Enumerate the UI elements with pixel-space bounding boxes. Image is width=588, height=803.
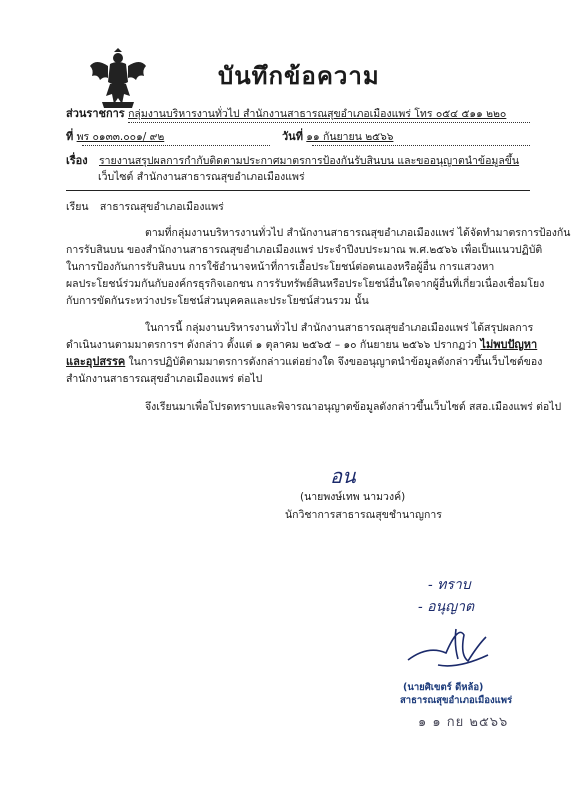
reference-number: พร ๐๑๓๓.๐๐๑/ ๙๒ [76,131,165,143]
signature-scribble: อน [330,464,356,488]
paragraph-2-line: ในการนี้ กลุ่มงานบริหารงานทั่วไป สำนักงานสาธารณสุขอำเภอเมืองแพร่ ได้สรุปผลการ [145,322,534,334]
department-label: ส่วนราชการ [66,107,125,120]
paragraph-2-text: ดำเนินงานตามมาตรการฯ ดังกล่าว ตั้งแต่ ๑ ตุลาคม ๒๕๖๕ – ๑๐ กันยายน ๒๕๖๖ ปรากฏว่า [66,339,481,351]
paragraph-1-line: การรับสินบน ของสำนักงานสาธารณสุขอำเภอเมืองแพร่ ประจำปีงบประมาณ พ.ศ.๒๕๖๖ เพื่อเป็นแนวปฏิบัติ [66,244,543,256]
paragraph-1-line: ในการป้องกันการรับสินบน การใช้อำนาจหน้าที่การเอื้อประโยชน์ต่อตนเองหรือผู้อื่น การแสวงหา [66,261,495,273]
date-dotted-line [312,145,530,146]
date-value: ๑๑ กันยายน ๒๕๖๖ [306,131,394,143]
header-divider [66,190,530,191]
no-problem-emphasis: ไม่พบปัญหา [480,338,538,351]
to-value: สาธารณสุขอำเภอเมืองแพร่ [99,201,224,213]
paragraph-2-line [66,338,537,352]
signer-name: (นายพงษ์เทพ นามวงค์) [300,491,406,503]
handwritten-note-approve: - อนุญาต [418,599,475,615]
paragraph-2-line: สำนักงานสาธารณสุขอำเภอเมืองแพร่ ต่อไป [66,373,263,385]
reference-dotted-line [82,145,270,146]
paragraph-1-line: กับการขัดกันระหว่างประโยชน์ส่วนบุคคลและประโยชน์ส่วนรวม นั้น [66,295,369,307]
handwritten-note-acknowledge: - ทราบ [428,577,471,593]
obstacles-emphasis: และอุปสรรค [66,355,126,368]
approver-stamp-title: สาธารณสุขอำเภอเมืองแพร่ [400,695,513,706]
paragraph-1-line: ผลประโยชน์ร่วมกันกับองค์กรธุรกิจเอกชน การรับทรัพย์สินหรือประโยชน์อื่นใดจากผู้อื่นที่เกี่ยวเนื่องเชื่อมโยง [66,278,545,290]
subject-label: เรื่อง [66,154,88,167]
approver-signature [398,615,498,675]
memo-title: บันทึกข้อความ [218,62,380,90]
date-stamp: ๑ ๑ กย ๒๕๖๖ [418,715,509,730]
paragraph-2-text: ในการปฏิบัติตามมาตรการดังกล่าวแต่อย่างใด จึงขออนุญาตนำข้อมูลดังกล่าวขึ้นเว็บไซต์ของ [125,356,543,368]
subject-line-2: เว็บไซต์ สำนักงานสาธารณสุขอำเภอเมืองแพร่ [98,171,305,183]
reference-row [66,130,164,144]
to-label: เรียน [66,201,89,213]
reference-label: ที่ [66,130,74,143]
subject-row [66,154,519,168]
approver-stamp-name: (นายศิเขตร์ ดีหล้อ) [403,682,484,693]
garuda-emblem [88,48,148,110]
signer-position: นักวิชาการสาธารณสุขชำนาญการ [285,509,442,521]
paragraph-1-line: ตามที่กลุ่มงานบริหารงานทั่วไป สำนักงานสาธารณสุขอำเภอเมืองแพร่ ได้จัดทำมาตรการป้องกัน [145,227,571,239]
department-dotted-line [128,122,530,123]
paragraph-2-line [66,355,542,369]
closing-paragraph: จึงเรียนมาเพื่อโปรดทราบและพิจารณาอนุญาตข้อมูลดังกล่าวขึ้นเว็บไซต์ สสอ.เมืองแพร่ ต่อไป [145,401,562,413]
department-value: กลุ่มงานบริหารงานทั่วไป สำนักงานสาธารณสุขอำเภอเมืองแพร่ โทร ๐๕๔ ๕๑๑ ๒๒๐ [128,108,507,120]
subject-line-1: รายงานสรุปผลการกำกับติดตามประกาศมาตรการป้องกันรับสินบน และขออนุญาตนำข้อมูลขึ้น [99,155,520,167]
date-label: วันที่ [282,130,303,143]
to-row [66,200,224,214]
department-row [66,107,506,121]
date-row [282,130,393,144]
